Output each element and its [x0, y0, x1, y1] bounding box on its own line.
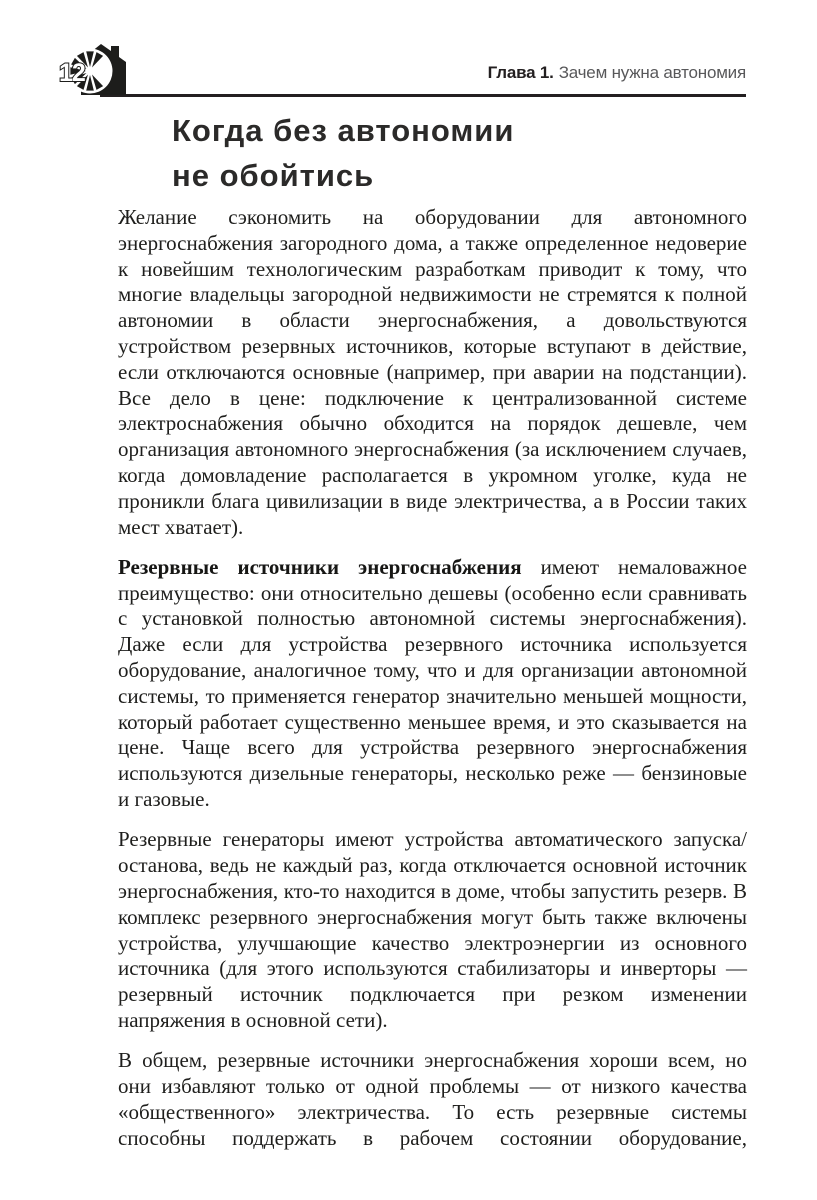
paragraph-3: Резервные генераторы имеют устройства автоматического запуска/останова, ведь не каждый раз, когда отключается основной источник энергоснабжения, кто-то находится в доме, чтобы запустить резерв. В комплекс резервного энергоснабжения могут быть также включены устройства, улучшающие качество электроэнергии из основного источника (для этого используются стабилизаторы и инверторы — резервный источник подключается при резком изменении напряжения в основной сети).: [118, 827, 747, 1032]
paragraph-2-rest: имеют немаловажное преимущество: они относительно дешевы (особенно если сравнивать с установкой полностью автономной системы энергоснабжения). Даже если для устройства резервного источника используется оборудование, аналогичное тому, что и для организации автономной системы, то применяется генератор значительно меньшей мощности, который работает существенно меньшее время, и это сказывается на цене. Чаще всего для устройства резервного энергоснабжения используются дизельные генераторы, несколько реже — бензиновые и газовые.: [118, 554, 747, 812]
body-text: [118, 205, 747, 1151]
paragraph-1: Желание сэкономить на оборудовании для автономного энергоснабжения загородного дома, а также определенное недоверие к новейшим технологическим разработкам приводит к тому, что многие владельцы загородной недвижимости не стремятся к полной автономии в области энергоснабжения, а довольствуются устройством резервных источников, которые вступают в действие, если отключаются основные (например, при аварии на подстанции). Все дело в цене: подключение к централизованной системе электроснабжения обычно обходится на порядок дешевле, чем организация автономного энергоснабжения (за исключением случаев, когда домовладение располагается в укромном уголке, куда не проникли блага цивилизации в виде электричества, а в России таких мест хватает).: [118, 205, 747, 539]
house-sunburst-icon: [58, 43, 166, 96]
chapter-label: Глава 1.: [487, 63, 554, 82]
header-rule: [100, 94, 746, 97]
section-heading-line2: не обойтись: [172, 158, 375, 193]
chapter-title: Зачем нужна автономия: [558, 63, 746, 82]
paragraph-4: В общем, резервные источники энергоснабжения хороши всем, но они избавляют только от одной проблемы — от низкого качества «общественного» электричества. То есть резервные системы способны поддержать в рабочем состоянии оборудование,: [118, 1048, 747, 1150]
page-number: 12: [59, 59, 85, 87]
section-heading: [172, 108, 514, 198]
paragraph-2-lead: Резервные источники энергоснабжения: [118, 554, 522, 579]
section-heading-line1: Когда без автономии: [172, 113, 515, 148]
paragraph-2: [118, 555, 747, 813]
running-head: [488, 63, 746, 83]
chapter-logo: [58, 43, 166, 96]
